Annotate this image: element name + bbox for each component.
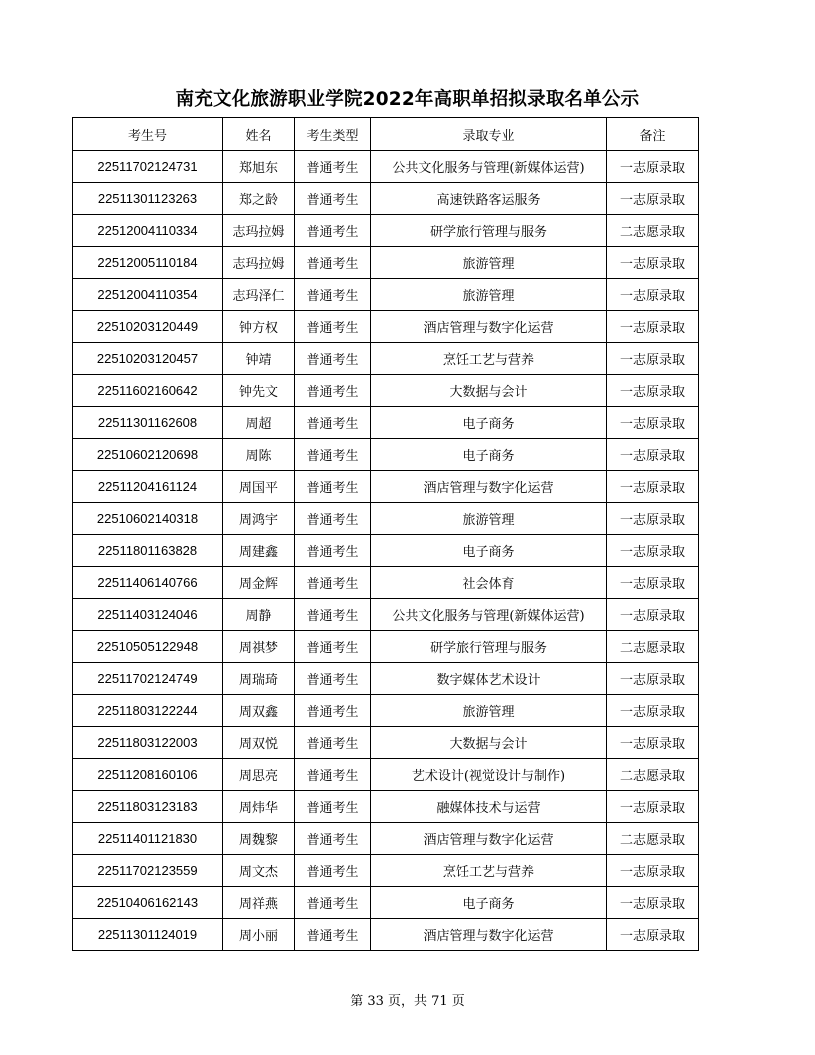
candidate-type-cell: 普通考生 — [295, 375, 371, 407]
name-cell: 周国平 — [223, 471, 295, 503]
exam-number-cell: 22511406140766 — [73, 567, 223, 599]
name-cell: 郑旭东 — [223, 151, 295, 183]
exam-number-cell: 22512004110334 — [73, 215, 223, 247]
name-cell: 周思亮 — [223, 759, 295, 791]
candidate-type-cell: 普通考生 — [295, 727, 371, 759]
exam-number-cell: 22511803122003 — [73, 727, 223, 759]
major-cell: 艺术设计(视觉设计与制作) — [371, 759, 607, 791]
table-row — [73, 759, 699, 791]
remark-cell: 一志原录取 — [607, 151, 699, 183]
major-cell: 大数据与会计 — [371, 375, 607, 407]
name-cell: 周陈 — [223, 439, 295, 471]
candidate-type-cell: 普通考生 — [295, 695, 371, 727]
remark-cell: 一志原录取 — [607, 663, 699, 695]
remark-cell: 一志原录取 — [607, 375, 699, 407]
major-cell: 研学旅行管理与服务 — [371, 631, 607, 663]
remark-cell: 一志原录取 — [607, 343, 699, 375]
name-cell: 钟方权 — [223, 311, 295, 343]
page-title: 南充文化旅游职业学院2022年高职单招拟录取名单公示 — [175, 89, 640, 110]
major-cell: 旅游管理 — [371, 503, 607, 535]
header-name: 姓名 — [223, 118, 295, 151]
exam-number-cell: 22511702124749 — [73, 663, 223, 695]
exam-number-cell: 22511602160642 — [73, 375, 223, 407]
name-cell: 周文杰 — [223, 855, 295, 887]
remark-cell: 二志愿录取 — [607, 759, 699, 791]
exam-number-cell: 22510602140318 — [73, 503, 223, 535]
candidate-type-cell: 普通考生 — [295, 663, 371, 695]
page-number: 第 33 页，共 71 页 — [350, 994, 465, 1009]
table-row — [73, 567, 699, 599]
exam-number-cell: 22510505122948 — [73, 631, 223, 663]
remark-cell: 一志原录取 — [607, 855, 699, 887]
table-row — [73, 855, 699, 887]
exam-number-cell: 22511301162608 — [73, 407, 223, 439]
admission-table — [72, 117, 699, 951]
header-major: 录取专业 — [371, 118, 607, 151]
name-cell: 周超 — [223, 407, 295, 439]
table-row — [73, 343, 699, 375]
name-cell: 周建鑫 — [223, 535, 295, 567]
table-row — [73, 695, 699, 727]
exam-number-cell: 22511803122244 — [73, 695, 223, 727]
table-row — [73, 439, 699, 471]
candidate-type-cell: 普通考生 — [295, 183, 371, 215]
remark-cell: 一志原录取 — [607, 567, 699, 599]
major-cell: 高速铁路客运服务 — [371, 183, 607, 215]
remark-cell: 一志原录取 — [607, 887, 699, 919]
table-row — [73, 887, 699, 919]
major-cell: 研学旅行管理与服务 — [371, 215, 607, 247]
exam-number-cell: 22511208160106 — [73, 759, 223, 791]
candidate-type-cell: 普通考生 — [295, 503, 371, 535]
exam-number-cell: 22512004110354 — [73, 279, 223, 311]
major-cell: 社会体育 — [371, 567, 607, 599]
name-cell: 钟靖 — [223, 343, 295, 375]
name-cell: 周金辉 — [223, 567, 295, 599]
candidate-type-cell: 普通考生 — [295, 919, 371, 951]
name-cell: 周静 — [223, 599, 295, 631]
major-cell: 酒店管理与数字化运营 — [371, 471, 607, 503]
exam-number-cell: 22510602120698 — [73, 439, 223, 471]
header-candidate-type: 考生类型 — [295, 118, 371, 151]
table-row — [73, 823, 699, 855]
exam-number-cell: 22510203120449 — [73, 311, 223, 343]
table-row — [73, 247, 699, 279]
header-exam-number: 考生号 — [73, 118, 223, 151]
table-row — [73, 791, 699, 823]
table-row — [73, 407, 699, 439]
remark-cell: 一志原录取 — [607, 503, 699, 535]
candidate-type-cell: 普通考生 — [295, 311, 371, 343]
major-cell: 数字媒体艺术设计 — [371, 663, 607, 695]
major-cell: 酒店管理与数字化运营 — [371, 919, 607, 951]
major-cell: 电子商务 — [371, 887, 607, 919]
name-cell: 周祺梦 — [223, 631, 295, 663]
remark-cell: 二志愿录取 — [607, 215, 699, 247]
name-cell: 周祥燕 — [223, 887, 295, 919]
exam-number-cell: 22511403124046 — [73, 599, 223, 631]
exam-number-cell: 22511301124019 — [73, 919, 223, 951]
table-row — [73, 663, 699, 695]
table-row — [73, 375, 699, 407]
remark-cell: 二志愿录取 — [607, 823, 699, 855]
exam-number-cell: 22511401121830 — [73, 823, 223, 855]
remark-cell: 一志原录取 — [607, 407, 699, 439]
major-cell: 大数据与会计 — [371, 727, 607, 759]
table-row — [73, 183, 699, 215]
remark-cell: 一志原录取 — [607, 311, 699, 343]
major-cell: 旅游管理 — [371, 247, 607, 279]
major-cell: 酒店管理与数字化运营 — [371, 311, 607, 343]
major-cell: 融媒体技术与运营 — [371, 791, 607, 823]
remark-cell: 一志原录取 — [607, 279, 699, 311]
candidate-type-cell: 普通考生 — [295, 247, 371, 279]
table-row — [73, 727, 699, 759]
table-row — [73, 919, 699, 951]
remark-cell: 一志原录取 — [607, 791, 699, 823]
table-body — [73, 151, 699, 951]
candidate-type-cell: 普通考生 — [295, 471, 371, 503]
exam-number-cell: 22511702123559 — [73, 855, 223, 887]
name-cell: 郑之龄 — [223, 183, 295, 215]
candidate-type-cell: 普通考生 — [295, 759, 371, 791]
remark-cell: 一志原录取 — [607, 439, 699, 471]
candidate-type-cell: 普通考生 — [295, 279, 371, 311]
candidate-type-cell: 普通考生 — [295, 887, 371, 919]
major-cell: 旅游管理 — [371, 695, 607, 727]
major-cell: 烹饪工艺与营养 — [371, 343, 607, 375]
exam-number-cell: 22511204161124 — [73, 471, 223, 503]
name-cell: 周魏黎 — [223, 823, 295, 855]
major-cell: 公共文化服务与管理(新媒体运营) — [371, 599, 607, 631]
name-cell: 志玛泽仁 — [223, 279, 295, 311]
major-cell: 电子商务 — [371, 439, 607, 471]
candidate-type-cell: 普通考生 — [295, 215, 371, 247]
table-row — [73, 631, 699, 663]
remark-cell: 一志原录取 — [607, 599, 699, 631]
remark-cell: 一志原录取 — [607, 247, 699, 279]
remark-cell: 一志原录取 — [607, 535, 699, 567]
table-row — [73, 503, 699, 535]
exam-number-cell: 22511301123263 — [73, 183, 223, 215]
name-cell: 周鸿宇 — [223, 503, 295, 535]
candidate-type-cell: 普通考生 — [295, 407, 371, 439]
name-cell: 周小丽 — [223, 919, 295, 951]
name-cell: 钟先文 — [223, 375, 295, 407]
table-row — [73, 151, 699, 183]
candidate-type-cell: 普通考生 — [295, 343, 371, 375]
header-remark: 备注 — [607, 118, 699, 151]
remark-cell: 一志原录取 — [607, 471, 699, 503]
table-row — [73, 311, 699, 343]
candidate-type-cell: 普通考生 — [295, 631, 371, 663]
remark-cell: 一志原录取 — [607, 727, 699, 759]
name-cell: 志玛拉姆 — [223, 247, 295, 279]
major-cell: 电子商务 — [371, 407, 607, 439]
exam-number-cell: 22510203120457 — [73, 343, 223, 375]
remark-cell: 一志原录取 — [607, 183, 699, 215]
table-row — [73, 279, 699, 311]
table-row — [73, 599, 699, 631]
candidate-type-cell: 普通考生 — [295, 567, 371, 599]
major-cell: 酒店管理与数字化运营 — [371, 823, 607, 855]
candidate-type-cell: 普通考生 — [295, 855, 371, 887]
name-cell: 周双悦 — [223, 727, 295, 759]
major-cell: 旅游管理 — [371, 279, 607, 311]
remark-cell: 二志愿录取 — [607, 631, 699, 663]
table-row — [73, 535, 699, 567]
candidate-type-cell: 普通考生 — [295, 151, 371, 183]
exam-number-cell: 22511801163828 — [73, 535, 223, 567]
name-cell: 周炜华 — [223, 791, 295, 823]
candidate-type-cell: 普通考生 — [295, 535, 371, 567]
name-cell: 周瑞琦 — [223, 663, 295, 695]
exam-number-cell: 22512005110184 — [73, 247, 223, 279]
candidate-type-cell: 普通考生 — [295, 599, 371, 631]
remark-cell: 一志原录取 — [607, 695, 699, 727]
table-row — [73, 471, 699, 503]
exam-number-cell: 22510406162143 — [73, 887, 223, 919]
major-cell: 烹饪工艺与营养 — [371, 855, 607, 887]
candidate-type-cell: 普通考生 — [295, 823, 371, 855]
name-cell: 志玛拉姆 — [223, 215, 295, 247]
major-cell: 公共文化服务与管理(新媒体运营) — [371, 151, 607, 183]
table-header-row — [73, 118, 699, 151]
exam-number-cell: 22511803123183 — [73, 791, 223, 823]
major-cell: 电子商务 — [371, 535, 607, 567]
table-row — [73, 215, 699, 247]
remark-cell: 一志原录取 — [607, 919, 699, 951]
exam-number-cell: 22511702124731 — [73, 151, 223, 183]
candidate-type-cell: 普通考生 — [295, 791, 371, 823]
candidate-type-cell: 普通考生 — [295, 439, 371, 471]
name-cell: 周双鑫 — [223, 695, 295, 727]
